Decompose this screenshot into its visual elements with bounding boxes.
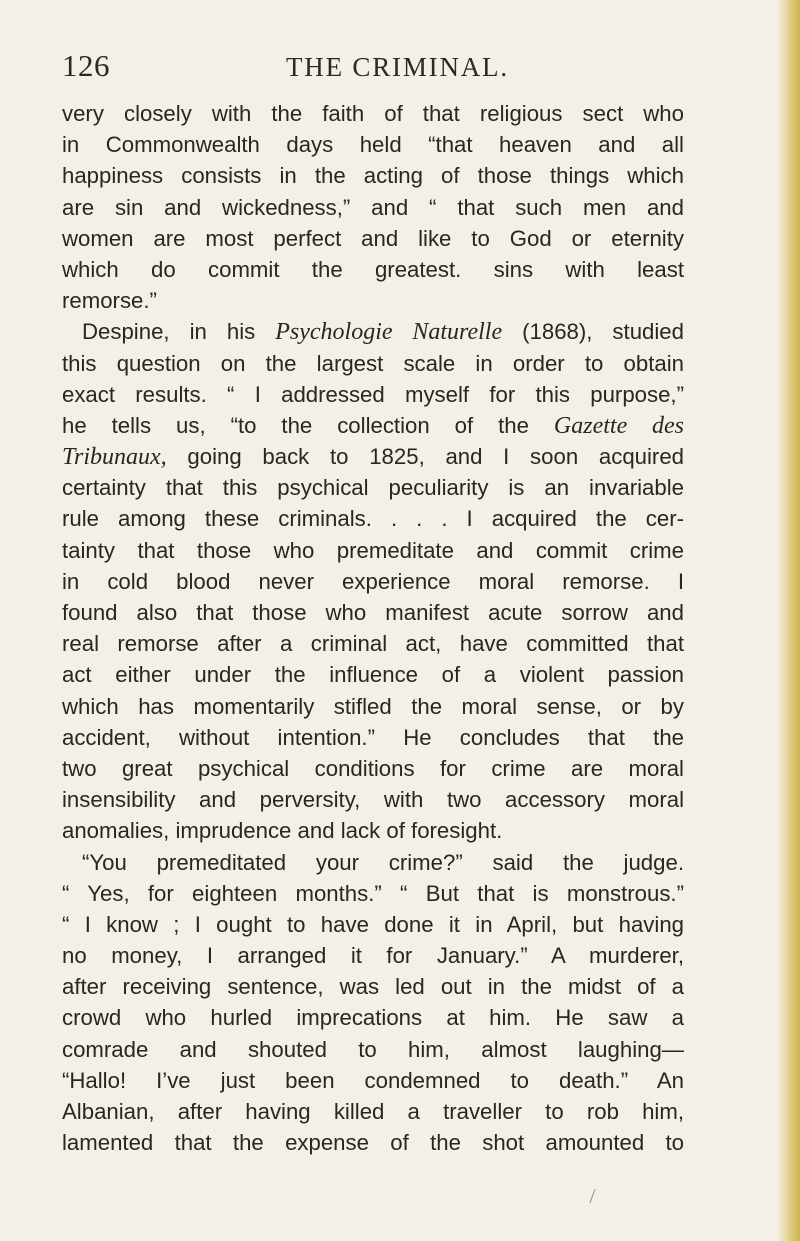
text-line: exact results. “ I addressed myself for this purpose,” <box>62 381 684 407</box>
text-segment: going back to 1825, and I soon acquired <box>166 444 684 470</box>
text-segment: he tells us, “to the collection of the <box>62 412 554 438</box>
text-line: accident, without intention.” He concludes that the <box>62 724 684 750</box>
page-edge-shadow <box>778 0 800 1241</box>
text-line: act either under the influence of a violent passion <box>62 662 684 688</box>
text-line: “You premeditated your crime?” said the judge. <box>82 849 684 875</box>
publication-title: Gazette des <box>553 412 684 439</box>
text-line: certainty that this psychical peculiarity is an invariable <box>62 475 684 501</box>
text-line: remorse.” <box>62 288 157 314</box>
page-header <box>62 46 742 86</box>
text-line: comrade and shouted to him, almost laughing— <box>62 1036 684 1062</box>
text-line: in cold blood never experience moral remorse. I <box>62 568 684 594</box>
text-line: real remorse after a criminal act, have committed that <box>62 631 684 657</box>
text-line <box>62 316 684 347</box>
text-line: crowd who hurled imprecations at him. He saw a <box>62 1005 684 1031</box>
text-line: “Hallo! I’ve just been condemned to death.” An <box>62 1067 684 1093</box>
text-line: after receiving sentence, was led out in the midst of a <box>62 974 684 1000</box>
text-line: are sin and wickedness,” and “ that such men and <box>62 194 684 220</box>
text-line: lamented that the expense of the shot amounted to <box>62 1130 684 1156</box>
text-line: in Commonwealth days held “that heaven and all <box>62 132 684 158</box>
text-line: this question on the largest scale in order to obtain <box>62 350 684 376</box>
text-line: found also that those who manifest acute sorrow and <box>62 600 684 625</box>
text-line: anomalies, imprudence and lack of foresight. <box>62 818 503 844</box>
book-title: Psychologie Naturelle <box>275 319 503 346</box>
text-segment: (1868), studied <box>502 319 684 345</box>
text-line: “ I know ; I ought to have done it in April, but having <box>62 911 684 937</box>
text-line: no money, I arranged it for January.” A murderer, <box>62 943 684 969</box>
text-line: insensibility and perversity, with two accessory moral <box>62 787 684 813</box>
text-segment: Despine, in his <box>82 319 276 345</box>
text-line: women are most perfect and like to God or eternity <box>62 225 684 251</box>
text-line <box>62 441 684 472</box>
page-number: 126 <box>62 48 110 83</box>
text-line: rule among these criminals. . . . I acquired the cer- <box>62 506 684 532</box>
text-line: Albanian, after having killed a traveller to rob him, <box>62 1099 684 1124</box>
text-line: which has momentarily stifled the moral sense, or by <box>62 693 684 719</box>
body-text <box>62 98 684 1158</box>
text-line: which do commit the greatest. sins with least <box>62 256 684 282</box>
text-line: two great psychical conditions for crime are moral <box>62 755 684 781</box>
text-line: “ Yes, for eighteen months.” “ But that is monstrous.” <box>62 880 684 906</box>
text-line: happiness consists in the acting of those things which <box>62 163 684 189</box>
text-line <box>62 410 684 441</box>
publication-title: Tribunaux, <box>62 444 167 471</box>
printing-mark <box>589 1189 603 1203</box>
text-line: very closely with the faith of that religious sect who <box>62 101 684 126</box>
text-line: tainty that those who premeditate and commit crime <box>62 537 684 563</box>
running-head: THE CRIMINAL. <box>286 52 509 82</box>
